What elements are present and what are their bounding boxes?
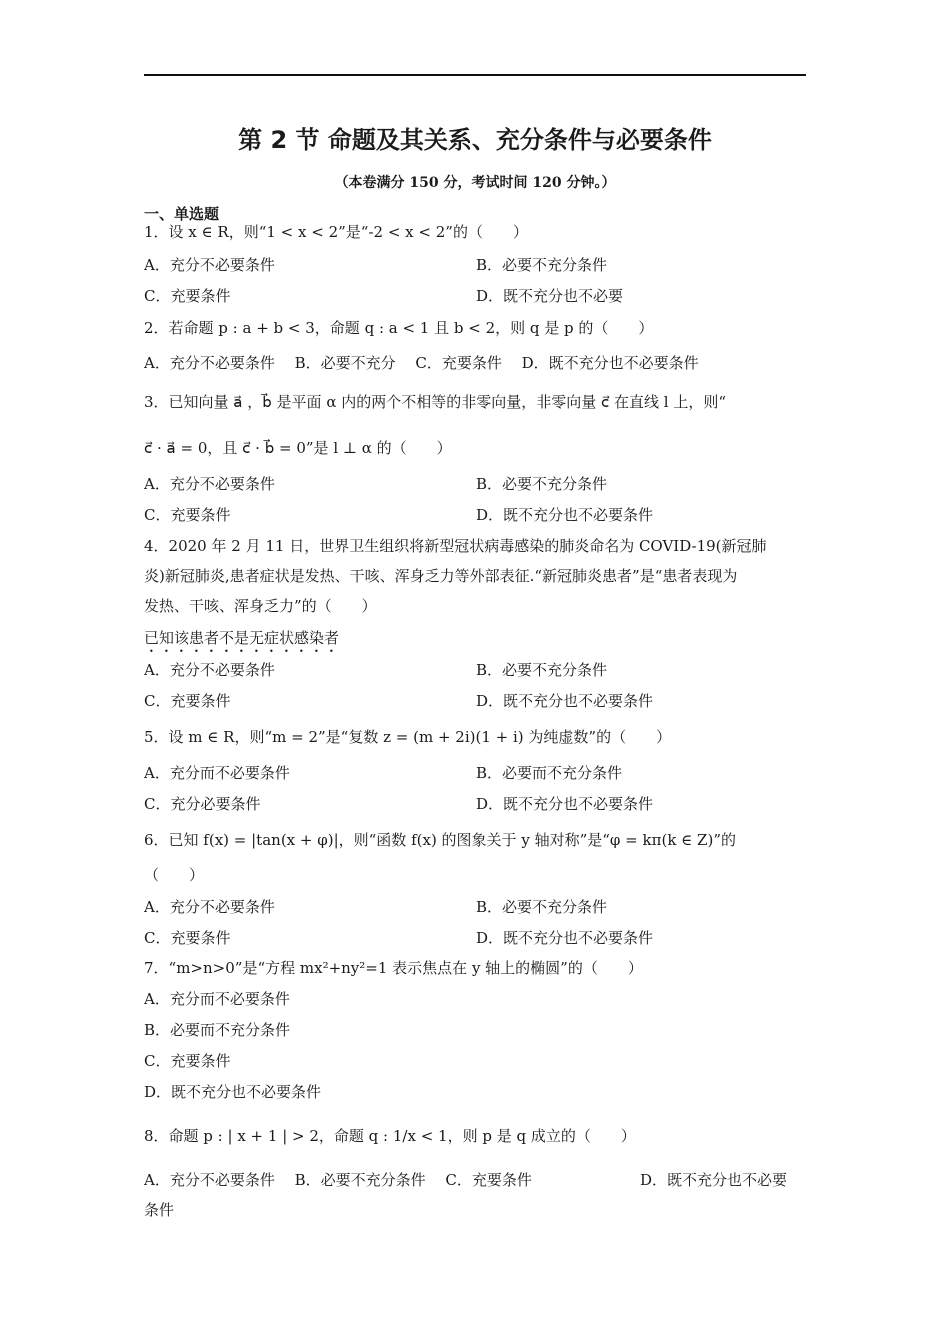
q4-stem-line1: 4．2020 年 2 月 11 日，世界卫生组织将新型冠状病毒感染的肺炎命名为 COVID-19(新冠肺 bbox=[144, 537, 767, 555]
q3-option-b: B．必要不充分条件 bbox=[476, 475, 608, 493]
q5-option-b: B．必要而不充分条件 bbox=[476, 764, 623, 782]
q5-option-d: D．既不充分也不必要条件 bbox=[476, 795, 654, 813]
page-subtitle: （本卷满分 150 分，考试时间 120 分钟。） bbox=[334, 175, 616, 191]
q8-option-d: D．既不充分也不必要 bbox=[640, 1171, 788, 1189]
q3-option-a: A．充分不必要条件 bbox=[144, 475, 275, 493]
q1-stem: 1．设 x ∈ R，则“1 < x < 2”是“-2 < x < 2”的（ ） bbox=[144, 223, 528, 241]
q8-option-d-continued: 条件 bbox=[144, 1201, 175, 1219]
q7-option-c: C．充要条件 bbox=[144, 1052, 231, 1070]
q1-option-b: B．必要不充分条件 bbox=[476, 256, 608, 274]
q8-stem: 8．命题 p : | x + 1 | > 2，命题 q : 1/x < 1，则 p 是 q 成立的（ ） bbox=[144, 1127, 636, 1145]
q7-stem: 7．“m>n>0”是“方程 mx²+ny²=1 表示焦点在 y 轴上的椭圆”的（ ） bbox=[144, 959, 643, 977]
q4-option-d: D．既不充分也不必要条件 bbox=[476, 692, 654, 710]
q7-option-a: A．充分而不必要条件 bbox=[144, 990, 290, 1008]
q7-option-d: D．既不充分也不必要条件 bbox=[144, 1083, 322, 1101]
q7-option-b: B．必要而不充分条件 bbox=[144, 1021, 291, 1039]
header-rule bbox=[144, 74, 806, 76]
q8-options: A．充分不必要条件 B．必要不充分条件 C．充要条件 bbox=[144, 1171, 532, 1189]
q6-option-c: C．充要条件 bbox=[144, 929, 231, 947]
q1-option-d: D．既不充分也不必要 bbox=[476, 287, 624, 305]
q5-stem: 5．设 m ∈ R，则“m = 2”是“复数 z = (m + 2i)(1 + i) 为纯虚数”的（ ） bbox=[144, 728, 672, 746]
q6-option-b: B．必要不充分条件 bbox=[476, 898, 608, 916]
q5-option-a: A．充分而不必要条件 bbox=[144, 764, 290, 782]
section-heading: 一、单选题 bbox=[144, 205, 220, 223]
q4-option-a: A．充分不必要条件 bbox=[144, 661, 275, 679]
q2-options: A．充分不必要条件 B．必要不充分 C．充要条件 D．既不充分也不必要条件 bbox=[144, 354, 699, 372]
q6-stem-line1: 6．已知 f(x) = |tan(x + φ)|，则“函数 f(x) 的图象关于 y 轴对称”是“φ = kπ(k ∈ Z)”的 bbox=[144, 831, 736, 849]
q4-option-c: C．充要条件 bbox=[144, 692, 231, 710]
q5-option-c: C．充分必要条件 bbox=[144, 795, 261, 813]
q4-stem-line3: 发热、干咳、浑身乏力”的（ ） bbox=[144, 597, 377, 615]
q1-option-c: C．充要条件 bbox=[144, 287, 231, 305]
q3-stem-line2: c⃗ · a⃗ = 0，且 c⃗ · b⃗ = 0”是 l ⊥ α 的（ ） bbox=[144, 439, 452, 457]
q3-option-c: C．充要条件 bbox=[144, 506, 231, 524]
q3-stem-line1: 3．已知向量 a⃗ ，b⃗ 是平面 α 内的两个不相等的非零向量，非零向量 c⃗ 在直线 l 上，则“ bbox=[144, 393, 727, 411]
q6-stem-line2: （ ） bbox=[144, 866, 205, 884]
q3-option-d: D．既不充分也不必要条件 bbox=[476, 506, 654, 524]
q2-stem: 2．若命题 p : a + b < 3，命题 q : a < 1 且 b < 2，则 q 是 p 的（ ） bbox=[144, 319, 654, 337]
q4-option-b: B．必要不充分条件 bbox=[476, 661, 608, 679]
q4-stem-line4: 已知该患者不是无症状感染者 bbox=[144, 629, 340, 647]
q6-option-d: D．既不充分也不必要条件 bbox=[476, 929, 654, 947]
page-title: 第 2 节 命题及其关系、充分条件与必要条件 bbox=[238, 126, 712, 154]
q1-option-a: A．充分不必要条件 bbox=[144, 256, 275, 274]
q4-stem-line2: 炎)新冠肺炎,患者症状是发热、干咳、浑身乏力等外部表征.“新冠肺炎患者”是“患者表现为 bbox=[144, 567, 738, 585]
q6-option-a: A．充分不必要条件 bbox=[144, 898, 275, 916]
